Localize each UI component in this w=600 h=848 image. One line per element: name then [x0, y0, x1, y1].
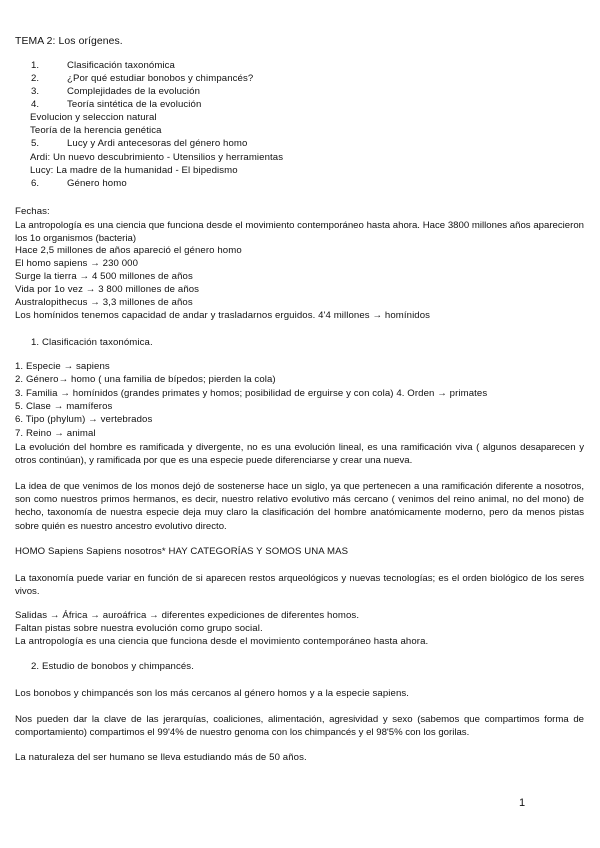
toc-item: Teoría sintética de la evolución	[67, 99, 202, 110]
document-title: TEMA 2: Los orígenes.	[15, 36, 123, 47]
fechas-heading: Fechas:	[15, 206, 50, 217]
taxonomy-item: 5. Clase → mamíferos	[15, 401, 113, 412]
toc-number: 6.	[31, 178, 40, 189]
taxonomy-item: 3. Familia → homínidos (grandes primates y homos; posibilidad de erguirse y con cola) 4. Orden → primates	[15, 388, 488, 399]
toc-item: Complejidades de la evolución	[67, 86, 201, 97]
fechas-item: Australopithecus → 3,3 millones de años	[15, 297, 193, 308]
fechas-item: Vida por 1o vez → 3 800 millones de años	[15, 284, 200, 295]
toc-number: 4.	[31, 99, 40, 110]
fechas-item: Hace 2,5 millones de años apareció el género homo	[15, 245, 242, 256]
fechas-intro: La antropología es una ciencia que funciona desde el movimiento contemporáneo hasta ahora. Hace 3800 millones años aparecieron los 1o organismos (bacteria)	[15, 220, 584, 245]
taxonomy-item: 2. Género→ homo ( una familia de bípedos; pierden la cola)	[15, 374, 276, 385]
page-number: 1	[519, 797, 526, 809]
paragraph-idea-monos: La idea de que venimos de los monos dejó de sostenerse hace un siglo, ya que pertenecen a una ramificación diferente a nosotros, son como nuestros primos hermanos, es decir, nuestro relativo evolutivo más cercano ( venimos del reino animal, no del mono) de hecho, taxonomía de nuestra especie deja muy claro la clasificación del hombre anatómicamente moderno, pero da menos pistas sobre quién es nuestro ancestro evolutivo directo.	[15, 481, 584, 532]
toc-number: 2.	[31, 73, 40, 84]
paragraph-taxonomia: La taxonomía puede variar en función de si aparecen restos arqueológicos y nuevas tecnologías; es el orden biológico de los seres vivos.	[15, 573, 584, 598]
toc-number: 5.	[31, 138, 40, 149]
paragraph-bonobos: Los bonobos y chimpancés son los más cercanos al género homos y a la especie sapiens.	[15, 688, 410, 699]
fechas-item: El homo sapiens → 230 000	[15, 258, 139, 269]
salidas-line: La antropología es una ciencia que funciona desde el movimiento contemporáneo hasta ahora.	[15, 636, 429, 647]
toc-subitem: Lucy: La madre de la humanidad - El bipedismo	[30, 165, 238, 176]
toc-item: Género homo	[67, 178, 127, 189]
toc-number: 1.	[31, 60, 40, 71]
taxonomy-item: 1. Especie → sapiens	[15, 361, 110, 372]
homo-sapiens-line: HOMO Sapiens Sapiens nosotros* HAY CATEGORÍAS Y SOMOS UNA MAS	[15, 546, 349, 557]
fechas-item: Los homínidos tenemos capacidad de andar y trasladarnos erguidos. 4'4 millones → homínidos	[15, 310, 431, 321]
toc-item: Clasificación taxonómica	[67, 60, 175, 71]
salidas-line: Salidas → África → auroáfrica → diferentes expediciones de diferentes homos.	[15, 610, 360, 621]
toc-subitem: Evolucion y seleccion natural	[30, 112, 157, 123]
paragraph-naturaleza: La naturaleza del ser humano se lleva estudiando más de 50 años.	[15, 752, 307, 763]
toc-item: Lucy y Ardi antecesoras del género homo	[67, 138, 248, 149]
paragraph-evolucion: La evolución del hombre es ramificada y divergente, no es una evolución lineal, es una ramificación viva ( algunos desaparecen y otros continúan), y ramificada por que es una especie puede diferenciarse y crear una nueva.	[15, 442, 584, 467]
toc-subitem: Teoría de la herencia genética	[30, 125, 162, 136]
section-heading: 2. Estudio de bonobos y chimpancés.	[31, 661, 194, 672]
toc-item: ¿Por qué estudiar bonobos y chimpancés?	[67, 73, 254, 84]
taxonomy-item: 7. Reino → animal	[15, 428, 96, 439]
taxonomy-item: 6. Tipo (phylum) → vertebrados	[15, 414, 153, 425]
fechas-item: Surge la tierra → 4 500 millones de años	[15, 271, 193, 282]
toc-subitem: Ardi: Un nuevo descubrimiento - Utensilios y herramientas	[30, 152, 284, 163]
salidas-line: Faltan pistas sobre nuestra evolución como grupo social.	[15, 623, 263, 634]
section-heading: 1. Clasificación taxonómica.	[31, 337, 153, 348]
paragraph-clave: Nos pueden dar la clave de las jerarquías, coaliciones, alimentación, agresividad y sexo (sabemos que compartimos forma de comportamiento) compartimos el 99'4% de nuestro genoma con los chimpancés y el 98'5% con los gorilas.	[15, 714, 584, 739]
toc-number: 3.	[31, 86, 40, 97]
